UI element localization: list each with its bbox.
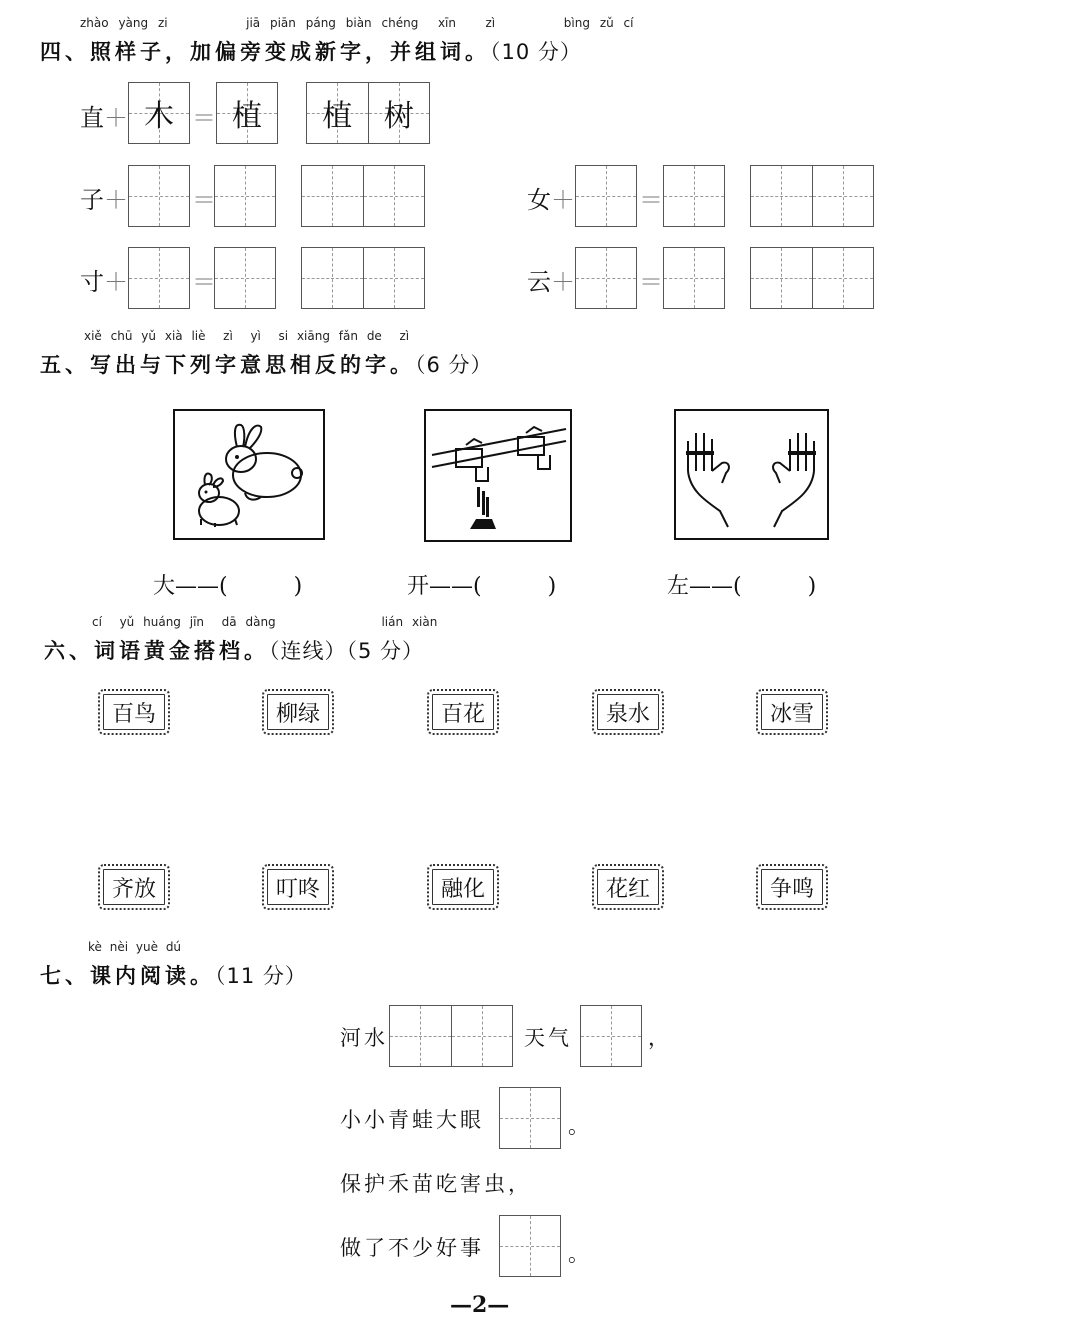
opposite-kai: 开——( ) bbox=[407, 574, 557, 599]
row2-right-result-box[interactable] bbox=[663, 247, 725, 309]
poem-line1-b: 天气 bbox=[524, 1026, 572, 1050]
example-result-box: 植 bbox=[216, 82, 278, 144]
hands-icon bbox=[676, 411, 827, 538]
s5-pinyin: xiě chū yǔ xià liè zì yì si xiāng fǎn de zì bbox=[84, 329, 410, 343]
bottom-word-4[interactable]: 花红 bbox=[592, 864, 664, 910]
top-word-5[interactable]: 冰雪 bbox=[756, 689, 828, 735]
top-word-1[interactable]: 百鸟 bbox=[98, 689, 170, 735]
opposite-zuo: 左——( ) bbox=[667, 574, 817, 599]
opposite-da: 大——( ) bbox=[153, 574, 303, 599]
example-word-box: 植 树 bbox=[306, 82, 430, 144]
rabbits-picture bbox=[173, 409, 325, 540]
faucets-icon bbox=[426, 411, 570, 540]
row1-left-radical-box[interactable] bbox=[128, 165, 190, 227]
poem-line1-c: ， bbox=[648, 1026, 672, 1050]
poem-line1-box1[interactable] bbox=[389, 1005, 513, 1067]
rabbits-icon bbox=[175, 411, 323, 538]
top-word-3[interactable]: 百花 bbox=[427, 689, 499, 735]
bottom-word-3[interactable]: 融化 bbox=[427, 864, 499, 910]
row1-right-equals: ＝ bbox=[639, 186, 663, 214]
example-radical-box: 木 bbox=[128, 82, 190, 144]
faucets-picture bbox=[424, 409, 572, 542]
row2-left-equals: ＝ bbox=[192, 268, 216, 296]
poem-line3: 保护禾苗吃害虫， bbox=[340, 1172, 532, 1196]
s6-heading: 六、词语黄金搭档。（连线）（5 分） bbox=[44, 639, 425, 663]
s7-heading: 七、课内阅读。（11 分） bbox=[40, 964, 307, 988]
row1-left-base: 子＋ bbox=[80, 186, 128, 214]
s7-pinyin: kè nèi yuè dú bbox=[88, 940, 182, 954]
s4-pinyin: zhào yàng zi jiā piān páng biàn chéng xīn zì bìng zǔ cí bbox=[80, 16, 634, 30]
row1-right-radical-box[interactable] bbox=[575, 165, 637, 227]
top-word-4[interactable]: 泉水 bbox=[592, 689, 664, 735]
example-equals: ＝ bbox=[192, 104, 216, 132]
row1-left-word-box[interactable] bbox=[301, 165, 425, 227]
row1-right-word-box[interactable] bbox=[750, 165, 874, 227]
poem-line4-end: 。 bbox=[568, 1242, 592, 1266]
top-word-2[interactable]: 柳绿 bbox=[262, 689, 334, 735]
row2-left-result-box[interactable] bbox=[214, 247, 276, 309]
poem-line4-box[interactable] bbox=[499, 1215, 561, 1277]
page-number: —2— bbox=[450, 1292, 510, 1318]
poem-line1-a: 河水 bbox=[340, 1026, 388, 1050]
row2-left-base: 寸＋ bbox=[80, 268, 128, 296]
poem-line2: 小小青蛙大眼 bbox=[340, 1108, 484, 1132]
row2-left-word-box[interactable] bbox=[301, 247, 425, 309]
row1-left-result-box[interactable] bbox=[214, 165, 276, 227]
hands-picture bbox=[674, 409, 829, 540]
poem-line4: 做了不少好事 bbox=[340, 1236, 484, 1260]
row1-right-result-box[interactable] bbox=[663, 165, 725, 227]
row1-left-equals: ＝ bbox=[192, 186, 216, 214]
s4-heading: 四、照样子，加偏旁变成新字，并组词。（10 分） bbox=[40, 40, 582, 64]
s6-pinyin: cí yǔ huáng jīn dā dàng lián xiàn bbox=[92, 615, 438, 629]
poem-line2-box[interactable] bbox=[499, 1087, 561, 1149]
row2-right-radical-box[interactable] bbox=[575, 247, 637, 309]
poem-line1-box2[interactable] bbox=[580, 1005, 642, 1067]
bottom-word-2[interactable]: 叮咚 bbox=[262, 864, 334, 910]
example-base: 直＋ bbox=[80, 104, 128, 132]
row2-right-base: 云＋ bbox=[527, 268, 575, 296]
row2-right-equals: ＝ bbox=[639, 268, 663, 296]
s5-heading: 五、写出与下列字意思相反的字。（6 分） bbox=[40, 353, 493, 377]
poem-line2-end: 。 bbox=[568, 1114, 592, 1138]
row1-right-base: 女＋ bbox=[527, 186, 575, 214]
bottom-word-5[interactable]: 争鸣 bbox=[756, 864, 828, 910]
row2-left-radical-box[interactable] bbox=[128, 247, 190, 309]
row2-right-word-box[interactable] bbox=[750, 247, 874, 309]
bottom-word-1[interactable]: 齐放 bbox=[98, 864, 170, 910]
